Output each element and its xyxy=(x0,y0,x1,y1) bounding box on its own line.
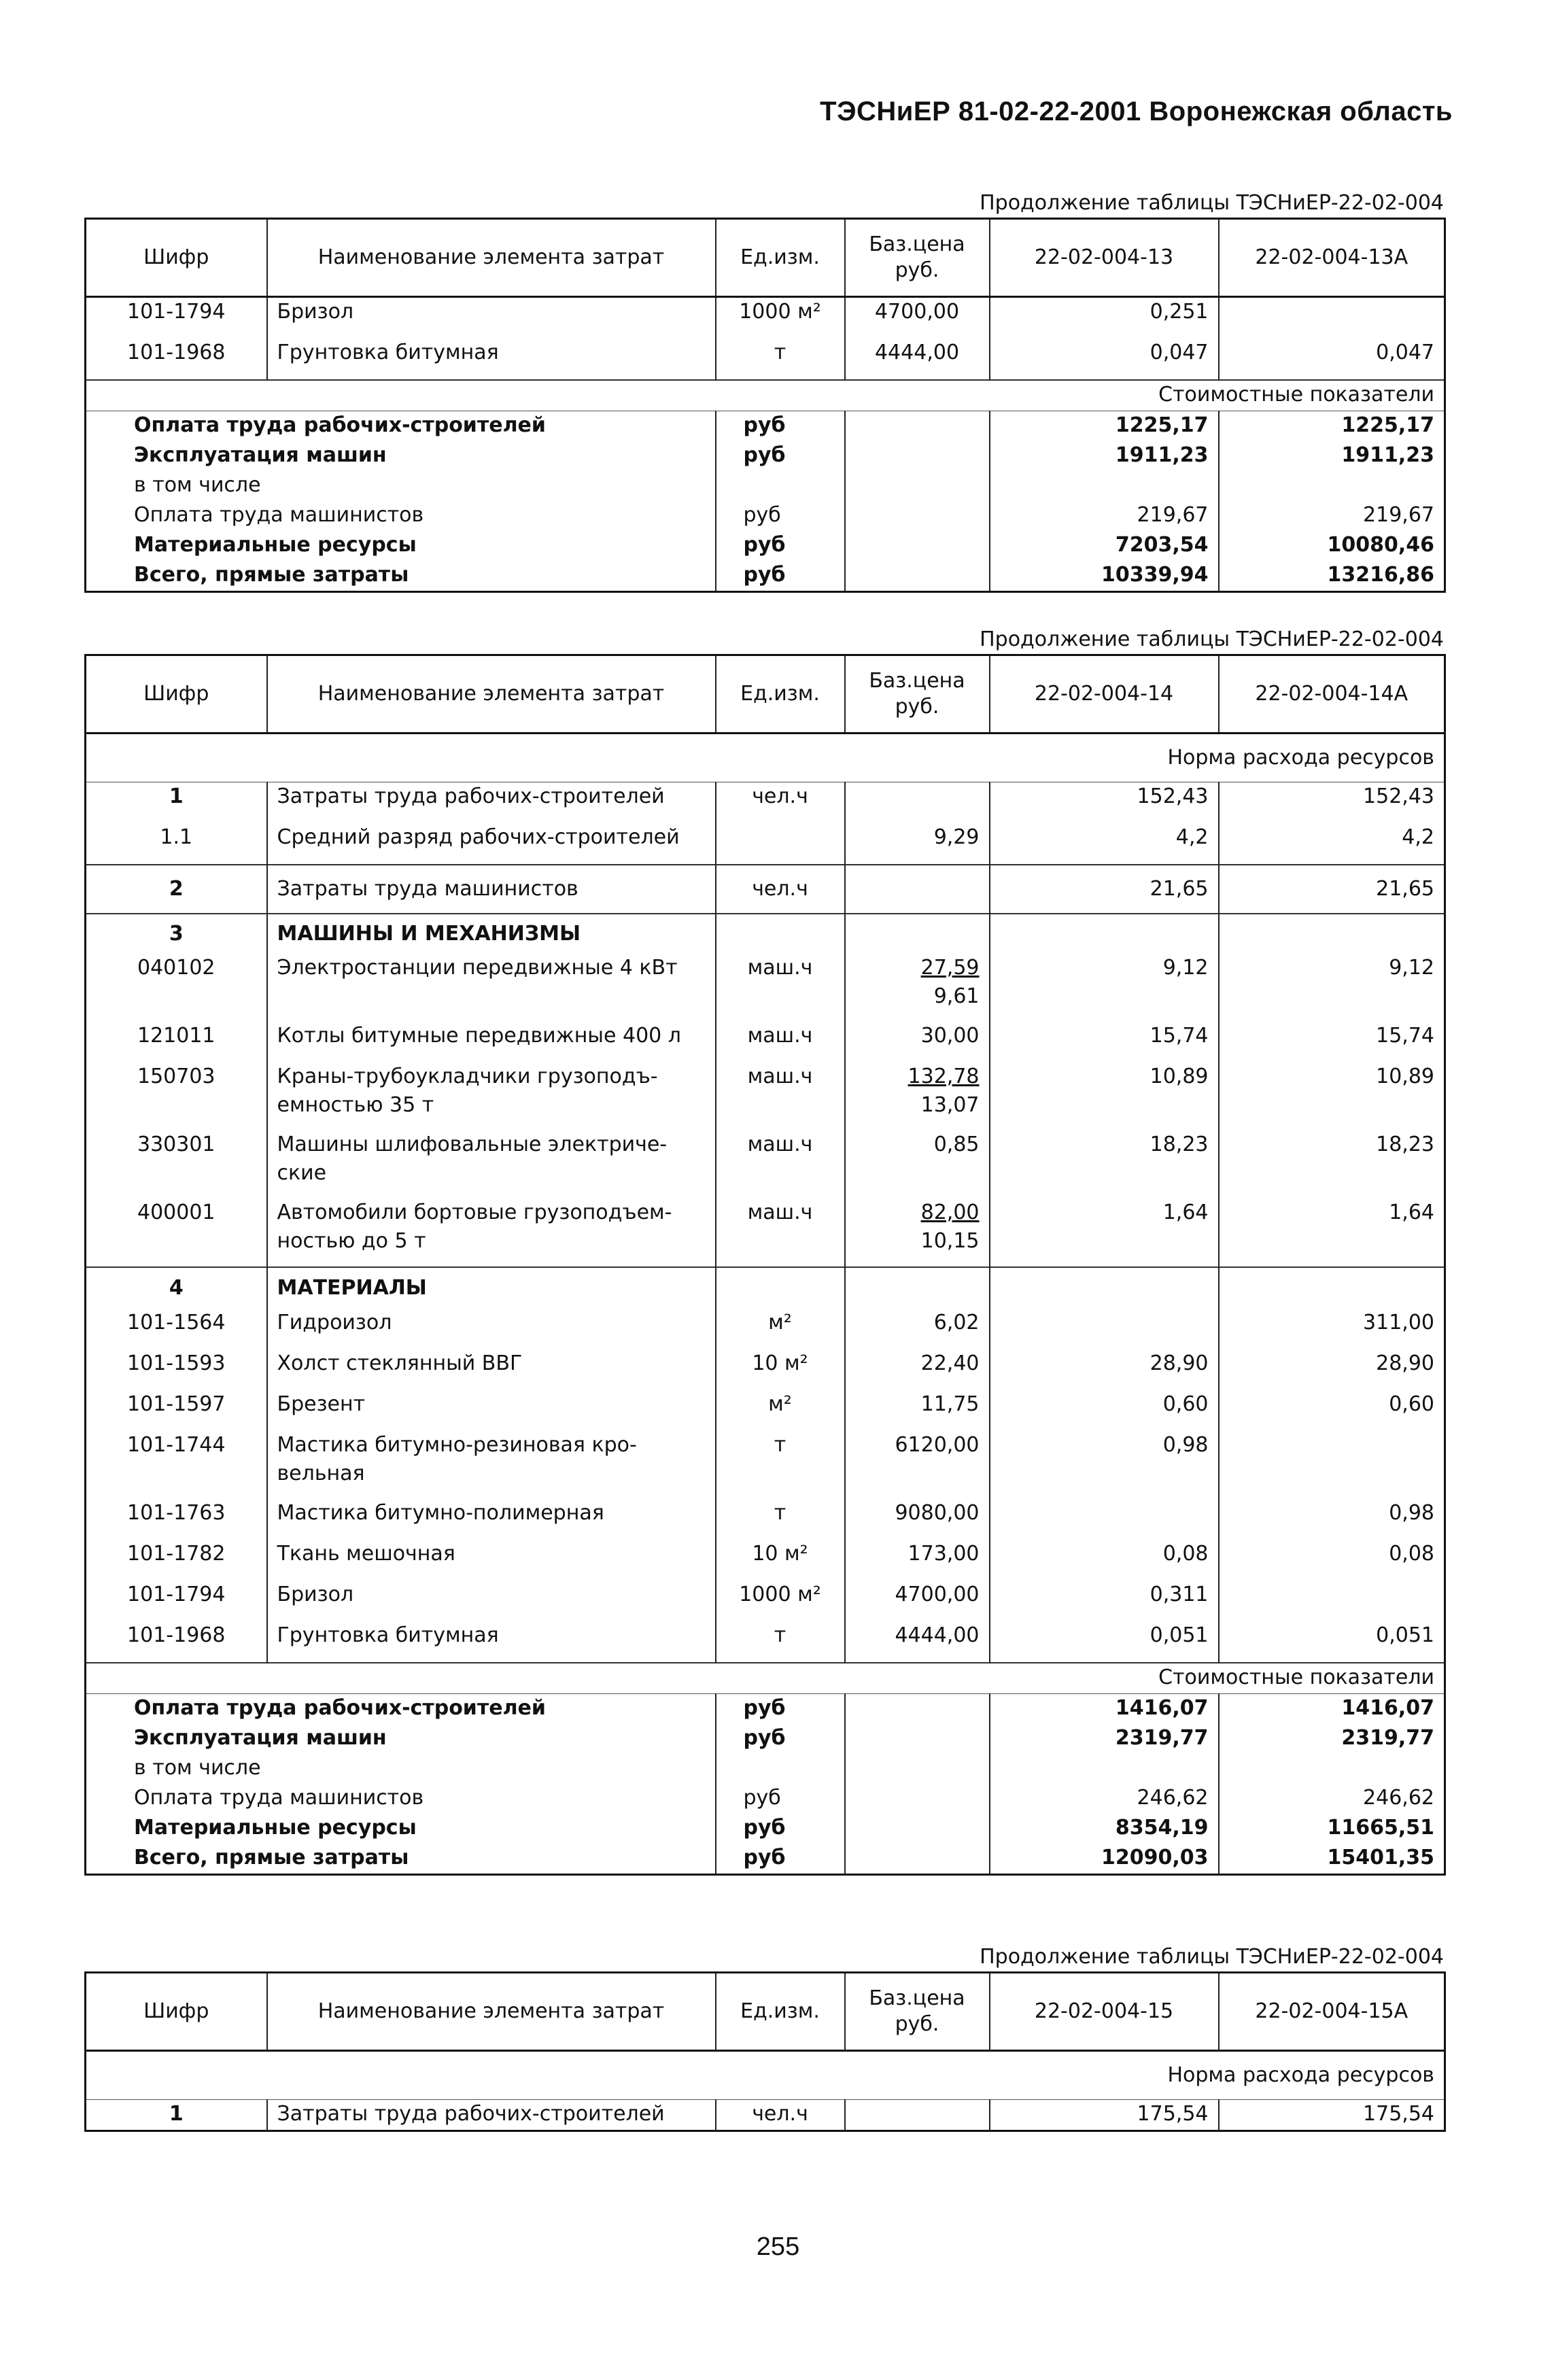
cost-name: Оплата труда рабочих-строителей xyxy=(86,1694,716,1725)
cell-code: 400001 xyxy=(86,1198,267,1267)
cost-b: 15401,35 xyxy=(1219,1844,1445,1875)
cost-a: 8354,19 xyxy=(990,1814,1219,1844)
cost-empty xyxy=(845,411,990,442)
table-row xyxy=(86,1131,1445,1198)
cost-row xyxy=(86,1814,1445,1844)
cell-code: 101-1593 xyxy=(86,1349,267,1390)
cell-price xyxy=(845,1198,990,1267)
cell-name-line2: ские xyxy=(277,1161,327,1185)
cost-a xyxy=(990,1754,1219,1784)
cost-row xyxy=(86,531,1445,561)
cell-unit: чел.ч xyxy=(716,782,845,824)
cell-price-main: 27,59 xyxy=(920,956,980,980)
cell-name-line1: Автомобили бортовые грузоподъем- xyxy=(277,1201,672,1224)
cell-name: Мастика битумно-полимерная xyxy=(267,1499,716,1540)
cell-a xyxy=(990,1499,1219,1540)
cost-b: 246,62 xyxy=(1219,1784,1445,1814)
cell-price: 9,29 xyxy=(845,823,990,865)
cell-code: 101-1744 xyxy=(86,1431,267,1499)
cost-row xyxy=(86,501,1445,531)
cost-b: 1416,07 xyxy=(1219,1694,1445,1725)
cell-name-line2: вельная xyxy=(277,1462,365,1485)
cell-code: 101-1968 xyxy=(86,339,267,380)
table-row xyxy=(86,1022,1445,1063)
cost-empty xyxy=(845,1814,990,1844)
cell-unit: маш.ч xyxy=(716,1022,845,1063)
table-row xyxy=(86,339,1445,380)
cell-name: Бризол xyxy=(267,297,716,339)
table-row xyxy=(86,1540,1445,1581)
section-title-row xyxy=(86,914,1445,954)
cost-row xyxy=(86,1724,1445,1754)
cell-b: 0,60 xyxy=(1219,1390,1445,1431)
table2 xyxy=(84,654,1446,1876)
table2-caption: Продолжение таблицы ТЭСНиЕР-22-02-004 xyxy=(980,627,1444,651)
cell-b: 0,08 xyxy=(1219,1540,1445,1581)
cell-b: 10,89 xyxy=(1219,1063,1445,1131)
page-header-title: ТЭСНиЕР 81-02-22-2001 Воронежская область xyxy=(820,97,1453,126)
cell-empty xyxy=(990,914,1219,954)
cost-b: 13216,86 xyxy=(1219,561,1445,592)
cost-unit: руб xyxy=(716,1844,845,1875)
table-row xyxy=(86,1309,1445,1349)
cost-empty xyxy=(845,1754,990,1784)
cost-b: 1911,23 xyxy=(1219,441,1445,471)
cost-empty xyxy=(845,441,990,471)
cell-a: 0,251 xyxy=(990,297,1219,339)
table-row xyxy=(86,782,1445,824)
cell-name: Брезент xyxy=(267,1390,716,1431)
cell-unit: чел.ч xyxy=(716,2100,845,2131)
cell-price-operator: 13,07 xyxy=(920,1093,980,1117)
cell-name-line2: ностью до 5 т xyxy=(277,1229,426,1253)
cost-name: Всего, прямые затраты xyxy=(86,1844,716,1875)
cell-code: 101-1564 xyxy=(86,1309,267,1349)
cost-empty xyxy=(845,471,990,501)
section-title-row xyxy=(86,1267,1445,1309)
cost-unit: руб xyxy=(716,1814,845,1844)
cost-a: 2319,77 xyxy=(990,1724,1219,1754)
col-header-a: 22-02-004-13 xyxy=(990,219,1219,297)
table-row xyxy=(86,1349,1445,1390)
cell-b: 28,90 xyxy=(1219,1349,1445,1390)
cell-name: Грунтовка битумная xyxy=(267,1621,716,1663)
cell-a: 0,311 xyxy=(990,1581,1219,1621)
cell-price: 0,85 xyxy=(845,1131,990,1198)
table-row xyxy=(86,1581,1445,1621)
cell-unit: маш.ч xyxy=(716,1131,845,1198)
cell-price-operator: 10,15 xyxy=(920,1229,980,1253)
cost-row xyxy=(86,441,1445,471)
cell-unit: т xyxy=(716,1621,845,1663)
cell-price xyxy=(845,1063,990,1131)
cell-code: 040102 xyxy=(86,954,267,1022)
cost-a: 1416,07 xyxy=(990,1694,1219,1725)
cell-b xyxy=(1219,1431,1445,1499)
table-row xyxy=(86,1198,1445,1267)
cost-b xyxy=(1219,471,1445,501)
cost-row xyxy=(86,561,1445,592)
col-header-a: 22-02-004-15 xyxy=(990,1973,1219,2051)
cell-b: 152,43 xyxy=(1219,782,1445,824)
cost-name: Оплата труда машинистов xyxy=(86,501,716,531)
cost-empty xyxy=(845,1724,990,1754)
table2-section xyxy=(84,625,1444,1876)
cell-name xyxy=(267,1131,716,1198)
band-norm-row xyxy=(86,2051,1445,2100)
col-header-price: Баз.цена руб. xyxy=(845,655,990,734)
cell-price: 11,75 xyxy=(845,1390,990,1431)
section-title-machines: МАШИНЫ И МЕХАНИЗМЫ xyxy=(267,914,716,954)
cell-price: 30,00 xyxy=(845,1022,990,1063)
cell-a: 28,90 xyxy=(990,1349,1219,1390)
cell-empty xyxy=(845,1267,990,1309)
cell-b: 18,23 xyxy=(1219,1131,1445,1198)
cell-a: 0,60 xyxy=(990,1390,1219,1431)
cost-name: Оплата труда рабочих-строителей xyxy=(86,411,716,442)
col-header-name: Наименование элемента затрат xyxy=(267,1973,716,2051)
col-header-code: Шифр xyxy=(86,655,267,734)
cost-a: 219,67 xyxy=(990,501,1219,531)
cell-a: 1,64 xyxy=(990,1198,1219,1267)
cell-name-line1: Краны-трубоукладчики грузоподъ- xyxy=(277,1065,658,1088)
table1 xyxy=(84,218,1446,593)
cost-empty xyxy=(845,1694,990,1725)
table-row xyxy=(86,1431,1445,1499)
cost-b xyxy=(1219,1754,1445,1784)
cost-unit xyxy=(716,471,845,501)
cell-empty xyxy=(990,1267,1219,1309)
cell-code: 101-1794 xyxy=(86,1581,267,1621)
cell-unit: м² xyxy=(716,1309,845,1349)
col-header-b: 22-02-004-14А xyxy=(1219,655,1445,734)
col-header-name: Наименование элемента затрат xyxy=(267,219,716,297)
band-norm-label: Норма расхода ресурсов xyxy=(86,2051,1445,2100)
cost-name: Оплата труда машинистов xyxy=(86,1784,716,1814)
cell-a: 9,12 xyxy=(990,954,1219,1022)
table3 xyxy=(84,1971,1446,2132)
cell-code: 330301 xyxy=(86,1131,267,1198)
cell-price-operator: 9,61 xyxy=(933,984,980,1008)
cell-code: 1.1 xyxy=(86,823,267,865)
table3-caption: Продолжение таблицы ТЭСНиЕР-22-02-004 xyxy=(980,1945,1444,1969)
cost-b: 1225,17 xyxy=(1219,411,1445,442)
cell-code: 4 xyxy=(86,1267,267,1309)
cell-name: Затраты труда рабочих-строителей xyxy=(267,782,716,824)
cell-name: Средний разряд рабочих-строителей xyxy=(267,823,716,865)
cell-b: 0,98 xyxy=(1219,1499,1445,1540)
cost-b: 219,67 xyxy=(1219,501,1445,531)
cell-b: 0,047 xyxy=(1219,339,1445,380)
cell-price: 4700,00 xyxy=(845,297,990,339)
cell-code: 121011 xyxy=(86,1022,267,1063)
col-header-unit: Ед.изм. xyxy=(716,655,845,734)
cost-a: 246,62 xyxy=(990,1784,1219,1814)
cost-empty xyxy=(845,561,990,592)
cell-name: Котлы битумные передвижные 400 л xyxy=(267,1022,716,1063)
cell-b: 175,54 xyxy=(1219,2100,1445,2131)
cell-b: 21,65 xyxy=(1219,865,1445,914)
col-header-price: Баз.цена руб. xyxy=(845,219,990,297)
cell-code: 101-1597 xyxy=(86,1390,267,1431)
cell-code: 101-1968 xyxy=(86,1621,267,1663)
table-row xyxy=(86,1499,1445,1540)
cost-row xyxy=(86,1844,1445,1875)
table3-section xyxy=(84,1943,1444,2132)
section-title-materials: МАТЕРИАЛЫ xyxy=(267,1267,716,1309)
cell-price: 9080,00 xyxy=(845,1499,990,1540)
cell-a: 4,2 xyxy=(990,823,1219,865)
cell-name-line2: емностью 35 т xyxy=(277,1093,434,1117)
cell-a: 15,74 xyxy=(990,1022,1219,1063)
cell-empty xyxy=(716,914,845,954)
cost-unit: руб xyxy=(716,561,845,592)
cost-a: 12090,03 xyxy=(990,1844,1219,1875)
band-cost-row xyxy=(86,1663,1445,1694)
cell-code: 1 xyxy=(86,2100,267,2131)
cell-unit: т xyxy=(716,339,845,380)
page-number: 255 xyxy=(756,2232,800,2261)
cell-code: 101-1782 xyxy=(86,1540,267,1581)
cell-price xyxy=(845,865,990,914)
col-header-name: Наименование элемента затрат xyxy=(267,655,716,734)
cell-b xyxy=(1219,1581,1445,1621)
cell-name xyxy=(267,954,716,1022)
cell-empty xyxy=(845,914,990,954)
cell-unit: маш.ч xyxy=(716,1063,845,1131)
cell-unit: чел.ч xyxy=(716,865,845,914)
cell-empty xyxy=(716,1267,845,1309)
cost-a: 1911,23 xyxy=(990,441,1219,471)
cell-name xyxy=(267,1431,716,1499)
table-row xyxy=(86,954,1445,1022)
cost-unit xyxy=(716,1754,845,1784)
cell-a: 0,08 xyxy=(990,1540,1219,1581)
cell-unit: 10 м² xyxy=(716,1540,845,1581)
cell-price: 4700,00 xyxy=(845,1581,990,1621)
cell-a: 18,23 xyxy=(990,1131,1219,1198)
cell-code: 1 xyxy=(86,782,267,824)
table2-header-row xyxy=(86,655,1445,734)
col-header-price: Баз.цена руб. xyxy=(845,1973,990,2051)
table1-section xyxy=(84,189,1444,593)
cell-a: 152,43 xyxy=(990,782,1219,824)
cell-b: 0,051 xyxy=(1219,1621,1445,1663)
col-header-a: 22-02-004-14 xyxy=(990,655,1219,734)
cell-price-main: 82,00 xyxy=(920,1201,980,1224)
cost-name: Материальные ресурсы xyxy=(86,1814,716,1844)
cost-empty xyxy=(845,531,990,561)
cell-code: 101-1763 xyxy=(86,1499,267,1540)
cell-name: Холст стеклянный ВВГ xyxy=(267,1349,716,1390)
cost-name: Материальные ресурсы xyxy=(86,531,716,561)
cost-name: в том числе xyxy=(86,471,716,501)
cost-name: в том числе xyxy=(86,1754,716,1784)
cell-a: 175,54 xyxy=(990,2100,1219,2131)
table-row xyxy=(86,1063,1445,1131)
cell-price-main: 132,78 xyxy=(907,1065,980,1088)
band-cost-label: Стоимостные показатели xyxy=(86,380,1445,411)
cell-b: 15,74 xyxy=(1219,1022,1445,1063)
cell-b: 311,00 xyxy=(1219,1309,1445,1349)
cell-a: 0,98 xyxy=(990,1431,1219,1499)
table-row xyxy=(86,865,1445,914)
cell-empty xyxy=(1219,1267,1445,1309)
cell-a: 0,051 xyxy=(990,1621,1219,1663)
cell-price: 4444,00 xyxy=(845,1621,990,1663)
cost-a: 7203,54 xyxy=(990,531,1219,561)
cell-name: Бризол xyxy=(267,1581,716,1621)
col-header-b: 22-02-004-15А xyxy=(1219,1973,1445,2051)
cell-unit: м² xyxy=(716,1390,845,1431)
table3-header-row xyxy=(86,1973,1445,2051)
band-norm-row xyxy=(86,734,1445,782)
cell-empty xyxy=(1219,914,1445,954)
cell-b: 9,12 xyxy=(1219,954,1445,1022)
cell-name-line1: Машины шлифовальные электриче- xyxy=(277,1133,668,1156)
table-row xyxy=(86,823,1445,865)
cost-row xyxy=(86,1784,1445,1814)
table1-caption: Продолжение таблицы ТЭСНиЕР-22-02-004 xyxy=(980,191,1444,215)
cell-a: 21,65 xyxy=(990,865,1219,914)
cost-name: Эксплуатация машин xyxy=(86,1724,716,1754)
cost-name: Эксплуатация машин xyxy=(86,441,716,471)
cell-name-line1: Мастика битумно-резиновая кро- xyxy=(277,1433,637,1457)
cell-unit: маш.ч xyxy=(716,1198,845,1267)
cell-name: Затраты труда машинистов xyxy=(267,865,716,914)
cell-name: Ткань мешочная xyxy=(267,1540,716,1581)
cell-unit xyxy=(716,823,845,865)
cell-name xyxy=(267,1063,716,1131)
cost-name: Всего, прямые затраты xyxy=(86,561,716,592)
col-header-code: Шифр xyxy=(86,219,267,297)
col-header-b: 22-02-004-13А xyxy=(1219,219,1445,297)
cell-code: 150703 xyxy=(86,1063,267,1131)
cell-a: 10,89 xyxy=(990,1063,1219,1131)
cost-unit: руб xyxy=(716,501,845,531)
cost-empty xyxy=(845,1844,990,1875)
cell-code: 101-1794 xyxy=(86,297,267,339)
cost-row xyxy=(86,1754,1445,1784)
table-row xyxy=(86,1390,1445,1431)
cell-a xyxy=(990,1309,1219,1349)
cost-unit: руб xyxy=(716,1724,845,1754)
cost-unit: руб xyxy=(716,441,845,471)
cell-unit: 1000 м² xyxy=(716,1581,845,1621)
cell-price: 6,02 xyxy=(845,1309,990,1349)
cell-unit: 1000 м² xyxy=(716,297,845,339)
cost-a: 1225,17 xyxy=(990,411,1219,442)
cell-name: Грунтовка битумная xyxy=(267,339,716,380)
cell-price: 4444,00 xyxy=(845,339,990,380)
band-cost-label: Стоимостные показатели xyxy=(86,1663,1445,1694)
cell-name: Затраты труда рабочих-строителей xyxy=(267,2100,716,2131)
table-row xyxy=(86,2100,1445,2131)
cost-empty xyxy=(845,501,990,531)
cost-empty xyxy=(845,1784,990,1814)
cell-unit: т xyxy=(716,1431,845,1499)
cell-name xyxy=(267,1198,716,1267)
band-cost-row xyxy=(86,380,1445,411)
cost-unit: руб xyxy=(716,1694,845,1725)
cell-price: 22,40 xyxy=(845,1349,990,1390)
cell-a: 0,047 xyxy=(990,339,1219,380)
col-header-unit: Ед.изм. xyxy=(716,1973,845,2051)
cell-price xyxy=(845,2100,990,2131)
cost-a xyxy=(990,471,1219,501)
cell-b: 1,64 xyxy=(1219,1198,1445,1267)
cell-b: 4,2 xyxy=(1219,823,1445,865)
cell-code: 3 xyxy=(86,914,267,954)
cell-b xyxy=(1219,297,1445,339)
cell-name: Гидроизол xyxy=(267,1309,716,1349)
table1-header-row xyxy=(86,219,1445,297)
cost-unit: руб xyxy=(716,531,845,561)
cell-code: 2 xyxy=(86,865,267,914)
cost-unit: руб xyxy=(716,1784,845,1814)
cost-b: 11665,51 xyxy=(1219,1814,1445,1844)
cell-price xyxy=(845,782,990,824)
cost-row xyxy=(86,1694,1445,1725)
table-row xyxy=(86,1621,1445,1663)
cost-a: 10339,94 xyxy=(990,561,1219,592)
cost-row xyxy=(86,411,1445,442)
cell-unit: т xyxy=(716,1499,845,1540)
cost-unit: руб xyxy=(716,411,845,442)
col-header-code: Шифр xyxy=(86,1973,267,2051)
cell-unit: маш.ч xyxy=(716,954,845,1022)
cost-row xyxy=(86,471,1445,501)
cost-b: 2319,77 xyxy=(1219,1724,1445,1754)
cell-price: 173,00 xyxy=(845,1540,990,1581)
cell-price: 6120,00 xyxy=(845,1431,990,1499)
cell-price xyxy=(845,954,990,1022)
band-norm-label: Норма расхода ресурсов xyxy=(86,734,1445,782)
cost-b: 10080,46 xyxy=(1219,531,1445,561)
table-row xyxy=(86,297,1445,339)
cell-unit: 10 м² xyxy=(716,1349,845,1390)
cell-name-line1: Электростанции передвижные 4 кВт xyxy=(277,956,678,980)
col-header-unit: Ед.изм. xyxy=(716,219,845,297)
